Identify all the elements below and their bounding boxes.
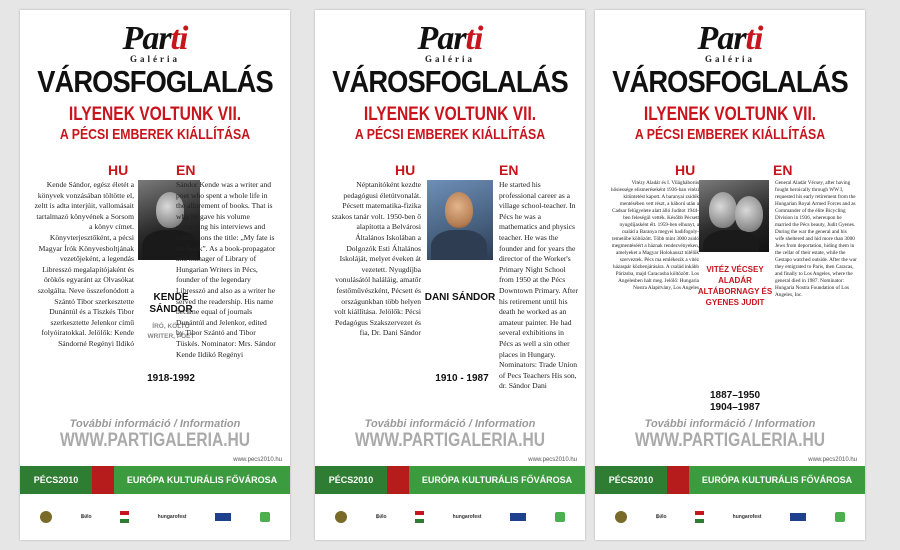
banner-divider xyxy=(667,466,689,494)
hungarofest-logo: hungarofest xyxy=(452,514,482,520)
ministry-flag-icon xyxy=(415,511,424,523)
logo-subtitle: Galéria xyxy=(425,54,475,64)
zsolnay-logo-icon: ↁ∂lo xyxy=(655,514,667,520)
crest-icon xyxy=(335,511,347,523)
person-name: KENDE SÁNDOR xyxy=(149,292,193,315)
ecoc-banner xyxy=(20,466,290,494)
sponsor-logos xyxy=(595,502,865,532)
pecs2010-url: www.pecs2010.hu xyxy=(808,457,857,463)
ecoc-caption: EURÓPA KULTURÁLIS FŐVÁROSA xyxy=(689,466,865,494)
person-years: 1918-1992 xyxy=(147,373,195,384)
ministry-flag-icon xyxy=(695,511,704,523)
banner-divider xyxy=(387,466,409,494)
ministry-flag-icon xyxy=(120,511,129,523)
eu-logo-icon xyxy=(790,513,806,521)
poster-title: VÁROSFOGLALÁS xyxy=(612,64,848,99)
parti-galeria-logo: Parti xyxy=(122,20,188,57)
poster-subtitle-2: A PÉCSI EMBEREK KIÁLLÍTÁSA xyxy=(634,126,826,143)
poster-vecsey-aladar xyxy=(595,10,865,540)
banner-divider xyxy=(92,466,114,494)
ecoc-caption: EURÓPA KULTURÁLIS FŐVÁROSA xyxy=(114,466,290,494)
sponsor-logos xyxy=(315,502,585,532)
website-link[interactable]: WWW.PARTIGALERIA.HU xyxy=(634,430,826,451)
en-text: He started his professional career as a village school-teacher. In Pécs he was a mathematics and physics teacher. He was the founder and for years the director of the Worker's Primary Night School from 1950 at the Pécs Downtown Primary. After his retirement until his death he worked as an amateur painter. He had several exhibitions in Pécs as well a sin other places in Hungary. Nominators: Trade Union of Pecs Teachers His son, dr. Sándor Dani xyxy=(499,180,579,391)
more-info: További információ / Information xyxy=(364,418,536,430)
en-label: EN xyxy=(176,162,196,178)
eu-logo-icon xyxy=(510,513,526,521)
poster-kende-sandor xyxy=(20,10,290,540)
poster-title: VÁROSFOGLALÁS xyxy=(332,64,568,99)
portrait-photo xyxy=(427,180,493,260)
hu-label: HU xyxy=(108,162,129,178)
hu-label: HU xyxy=(395,162,416,178)
more-info: További információ / Information xyxy=(644,418,816,430)
person-name: DANI SÁNDOR xyxy=(424,292,496,303)
poster-subtitle: ILYENEK VOLTUNK VII. xyxy=(643,104,817,125)
pecs2010-label: PÉCS2010 xyxy=(595,466,667,494)
logo-subtitle: Galéria xyxy=(130,54,180,64)
en-text: Sándor Kende was a writer and poet who spent a whole life in the allurement of books. That is why he gave his volume containing his interviews and confessions the title: „My fate is the book”. As a book-propagator and manager of Library of Hungarian Writers in Pécs, founder of the legendary Libresszó and also as a writer he served the readership. His name became equal of journals Dunántúl and Jelenkor, edited by Tibor Szántó and Tibor Tüskés. Nominator: Mrs. Sándor Kende Ildikó Regényi xyxy=(176,180,276,359)
foundation-logo-icon xyxy=(555,512,565,522)
person-years: 1887–1950 1904–1987 xyxy=(709,390,761,413)
pecs2010-url: www.pecs2010.hu xyxy=(233,457,282,463)
pecs2010-label: PÉCS2010 xyxy=(315,466,387,494)
logo-subtitle: Galéria xyxy=(705,54,755,64)
zsolnay-logo-icon: ↁ∂lo xyxy=(375,514,387,520)
ecoc-banner xyxy=(595,466,865,494)
poster-subtitle: ILYENEK VOLTUNK VII. xyxy=(68,104,242,125)
ecoc-caption: EURÓPA KULTURÁLIS FŐVÁROSA xyxy=(409,466,585,494)
hu-label: HU xyxy=(675,162,696,178)
sponsor-logos xyxy=(20,502,290,532)
hungarofest-logo: hungarofest xyxy=(157,514,187,520)
pecs2010-url: www.pecs2010.hu xyxy=(528,457,577,463)
hu-text: Néptanítóként kezdte pedagógusi életútvonalát. Pécsett matematika-fizika szakos tanár volt. 1950-ben ő alapította a Belvárosi Általános Iskolában a Dolgozók Esti Általános Iskoláját, melyet éveken át vezetett. Nyugdíjba vonulásától haláláig, amatőr festőművészként, Pécsett és országunkban több helyen volt kiállítása. Jelölők: Pécsi Pedagógus Szakszervezet és fia, Dr. Dani Sándor xyxy=(331,180,421,338)
website-link[interactable]: WWW.PARTIGALERIA.HU xyxy=(354,430,546,451)
hu-text: Kende Sándor, egész életét a könyvek vonzásában töltötte el, zeltt is adta interjúit, vallomásait tartalmazó könyvének a Sorsom a könyv címet. Könyvterjesztőként, a pécsi Magyar Írók Könyvesboltjának vezetőjeként, a legendás Libresszó megalapítójaként és örökös egyaránt az Olvasókat szolgálta. Neve összefonódott a Szántó Tibor szerkesztette Dunántúl és a Tiszkés Tibor szerkesztette Jelenkor című folyóiratokkal. Jelölők: Kende Sándorné Regényi Ildikó xyxy=(34,180,134,348)
website-link[interactable]: WWW.PARTIGALERIA.HU xyxy=(59,430,251,451)
parti-galeria-logo: Parti xyxy=(417,20,483,57)
poster-subtitle-2: A PÉCSI EMBEREK KIÁLLÍTÁSA xyxy=(59,126,251,143)
crest-icon xyxy=(615,511,627,523)
en-label: EN xyxy=(773,162,793,178)
person-role-hu: ÍRÓ, KÖLTŐ xyxy=(152,323,190,330)
poster-dani-sandor xyxy=(315,10,585,540)
hu-text: Vitézy Aladár és I. Világháborús hősiessége elismeréseként 1936-ban vitézi kitüntetést kapott. A baranyai zsidók mentésében vett részt, a háború után a Cadsar felügyelete alatt álló Juditot 1944-ben feleségül vették. Később Pécsett nyugdíjasként élt. 1959-ben elhunyt, a család a Baranya megyei hadifogoly-temetőbe költözött. Több mint 3000 zsidó megmentéséért a háznak rendezvényeken, amelyeket a Magyar Holokauszt túlélők szerveztek. Pécs ma emlékezik a vitéz házaspár közbenjárására. A család inkább Párizsba, majd Caracasba költözött. Los Angelesben halt meg. Jelölő: Hungaria Nostra Alapítvány, Los Angeles xyxy=(610,180,699,291)
person-name: VITÉZ VÉCSEY ALADÁR ALTÁBORNAGY ÉS GYENES JUDIT xyxy=(697,265,773,307)
foundation-logo-icon xyxy=(260,512,270,522)
poster-subtitle: ILYENEK VOLTUNK VII. xyxy=(363,104,537,125)
zsolnay-logo-icon: ↁ∂lo xyxy=(80,514,92,520)
pecs2010-label: PÉCS2010 xyxy=(20,466,92,494)
person-years: 1910 - 1987 xyxy=(435,373,489,384)
foundation-logo-icon xyxy=(835,512,845,522)
en-label: EN xyxy=(499,162,519,178)
poster-subtitle-2: A PÉCSI EMBEREK KIÁLLÍTÁSA xyxy=(354,126,546,143)
en-text: General Aladár Vécsey, after having fought heroically through WW I, requested his early retirement from the Hungarian Royal Armed Forces and as Commander of the élite Bicycling Division in 1936, whereupon he married the Pécs beauty, Judit Gyenes. During the war the general and his wife sheltered and hid more than 3000 Jews from deportation, hiding them in the cellar of their estate, while the Gestapo watched outside. After the war they emigrated to Paris, then Caracas, and finally to Los Angeles, where the general died in 1987. Nominator: Hungaria Nostra Foundation of Los Angeles, Inc. xyxy=(775,180,857,298)
crest-icon xyxy=(40,511,52,523)
ecoc-banner xyxy=(315,466,585,494)
portrait-photo xyxy=(699,180,769,252)
parti-galeria-logo: Parti xyxy=(697,20,763,57)
poster-title: VÁROSFOGLALÁS xyxy=(37,64,273,99)
eu-logo-icon xyxy=(215,513,231,521)
more-info: További információ / Information xyxy=(69,418,241,430)
hungarofest-logo: hungarofest xyxy=(732,514,762,520)
person-role-en: WRITER, POET xyxy=(147,333,195,340)
